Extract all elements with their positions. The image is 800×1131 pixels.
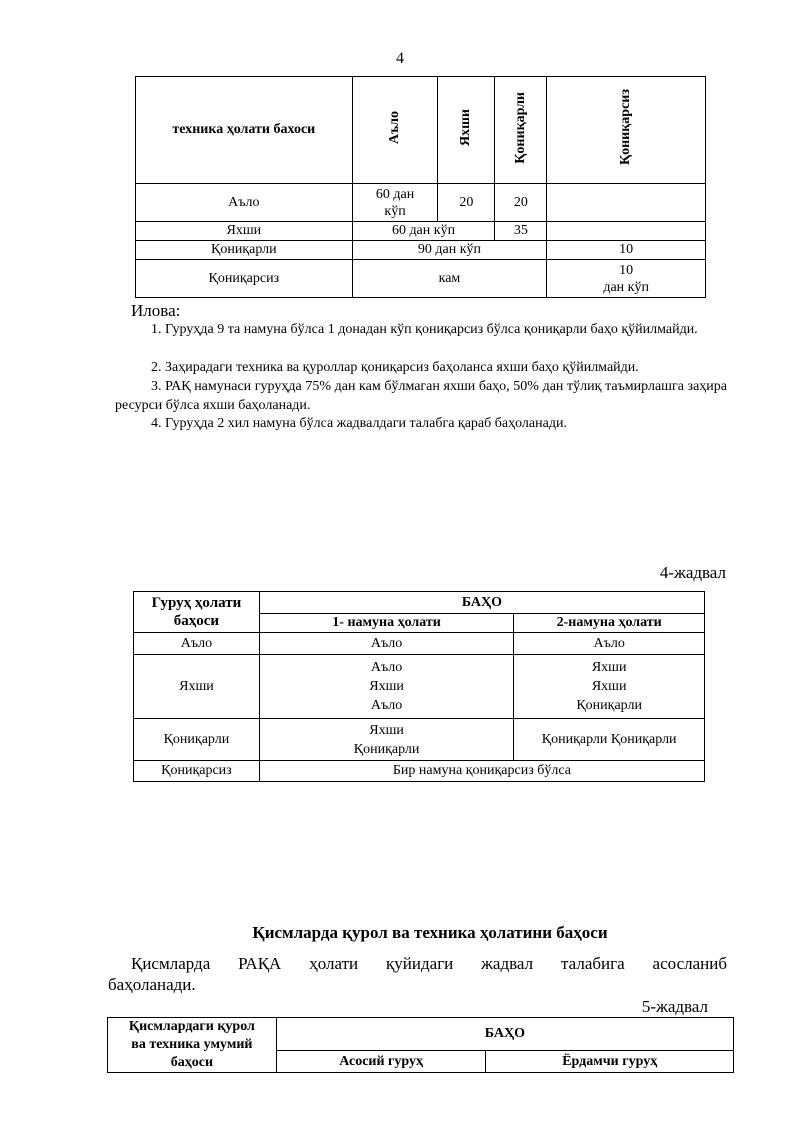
table-cell: Қониқарли Қониқарли xyxy=(514,719,705,761)
table-cell: кам xyxy=(352,260,547,298)
evaluation-table-3 xyxy=(107,1017,734,1073)
note-item: 2. Заҳирадаги техника ва қуроллар қониқарсиз баҳоланса яхши баҳо қўйилмайди. xyxy=(151,360,639,375)
notes-title: Илова: xyxy=(131,301,181,320)
table-cell: 60 дан кўп xyxy=(352,184,438,222)
row-label: Қониқарсиз xyxy=(134,761,260,782)
note-item: 3. РАҚ намунаси гуруҳда 75% дан кам бўлмаган яхши баҳо, 50% дан тўлиқ таъмирлашга заҳира ресурси бўлса яхши баҳоланади. xyxy=(115,379,727,413)
table-cell xyxy=(547,222,706,241)
table1-col-header: Қониқарли xyxy=(495,77,547,184)
table-cell: Аъло Яхши Аъло xyxy=(259,655,513,719)
table2-subheader: 2-намуна ҳолати xyxy=(514,614,705,633)
table-row xyxy=(134,655,705,719)
row-label: Аъло xyxy=(134,633,260,655)
row-label: Яхши xyxy=(134,655,260,719)
section-paragraph-line: Қисмларда РАҚА ҳолати қуйидаги жадвал талабига асосланиб xyxy=(131,954,727,973)
table-cell: 90 дан кўп xyxy=(352,241,547,260)
section-heading: Қисмларда қурол ва техника ҳолатини баҳоси xyxy=(252,923,608,942)
table-row xyxy=(134,719,705,761)
table2-subheader: 1- намуна ҳолати xyxy=(259,614,513,633)
row-label: Қониқарли xyxy=(136,241,353,260)
row-label: Аъло xyxy=(136,184,353,222)
page-number: 4 xyxy=(396,50,404,67)
table2-header-group: БАҲО xyxy=(259,592,704,614)
table3-caption: 5-жадвал xyxy=(641,997,708,1016)
table-cell: 60 дан кўп xyxy=(352,222,495,241)
table-cell: Бир намуна қониқарсиз бўлса xyxy=(259,761,704,782)
table3-subheader: Асосий гуруҳ xyxy=(276,1051,486,1073)
table-row xyxy=(136,241,706,260)
table1-col-header: Яхши xyxy=(438,77,495,184)
table1-col-header: Қониқарсиз xyxy=(547,77,706,184)
table-cell: 35 xyxy=(495,222,547,241)
table-cell: Аъло xyxy=(259,633,513,655)
table-row xyxy=(136,222,706,241)
table-cell: 20 xyxy=(438,184,495,222)
table1-col-header: Аъло xyxy=(352,77,438,184)
note-item: 1. Гуруҳда 9 та намуна бўлса 1 донадан кўп қониқарсиз бўлса қониқарли баҳо қўйилмайди. xyxy=(151,322,698,337)
table-cell: Аъло xyxy=(514,633,705,655)
table-row xyxy=(136,260,706,298)
table3-header-group: БАҲО xyxy=(276,1018,733,1051)
table-cell: 20 xyxy=(495,184,547,222)
note-item: 4. Гуруҳда 2 хил намуна бўлса жадвалдаги талабга қараб баҳоланади. xyxy=(151,416,567,431)
table-cell xyxy=(547,184,706,222)
table-row xyxy=(134,761,705,782)
evaluation-table-1 xyxy=(135,76,706,298)
table-cell: 10 дан кўп xyxy=(547,260,706,298)
table-row xyxy=(136,184,706,222)
table-row xyxy=(134,633,705,655)
row-label: Қониқарли xyxy=(134,719,260,761)
table3-header-col1: Қисмлардаги қурол ва техника умумий баҳоси xyxy=(108,1018,277,1073)
row-label: Қониқарсиз xyxy=(136,260,353,298)
table2-header-col1: Гуруҳ ҳолати баҳоси xyxy=(134,592,260,633)
table1-header-label: техника ҳолати бахоси xyxy=(136,77,353,184)
table-cell: Яхши Яхши Қониқарли xyxy=(514,655,705,719)
row-label: Яхши xyxy=(136,222,353,241)
table2-caption: 4-жадвал xyxy=(659,563,726,582)
table-cell: 10 xyxy=(547,241,706,260)
table-cell: Яхши Қониқарли xyxy=(259,719,513,761)
section-paragraph-line: баҳоланади. xyxy=(108,975,196,994)
evaluation-table-2 xyxy=(133,591,705,782)
table3-subheader: Ёрдамчи гуруҳ xyxy=(486,1051,734,1073)
